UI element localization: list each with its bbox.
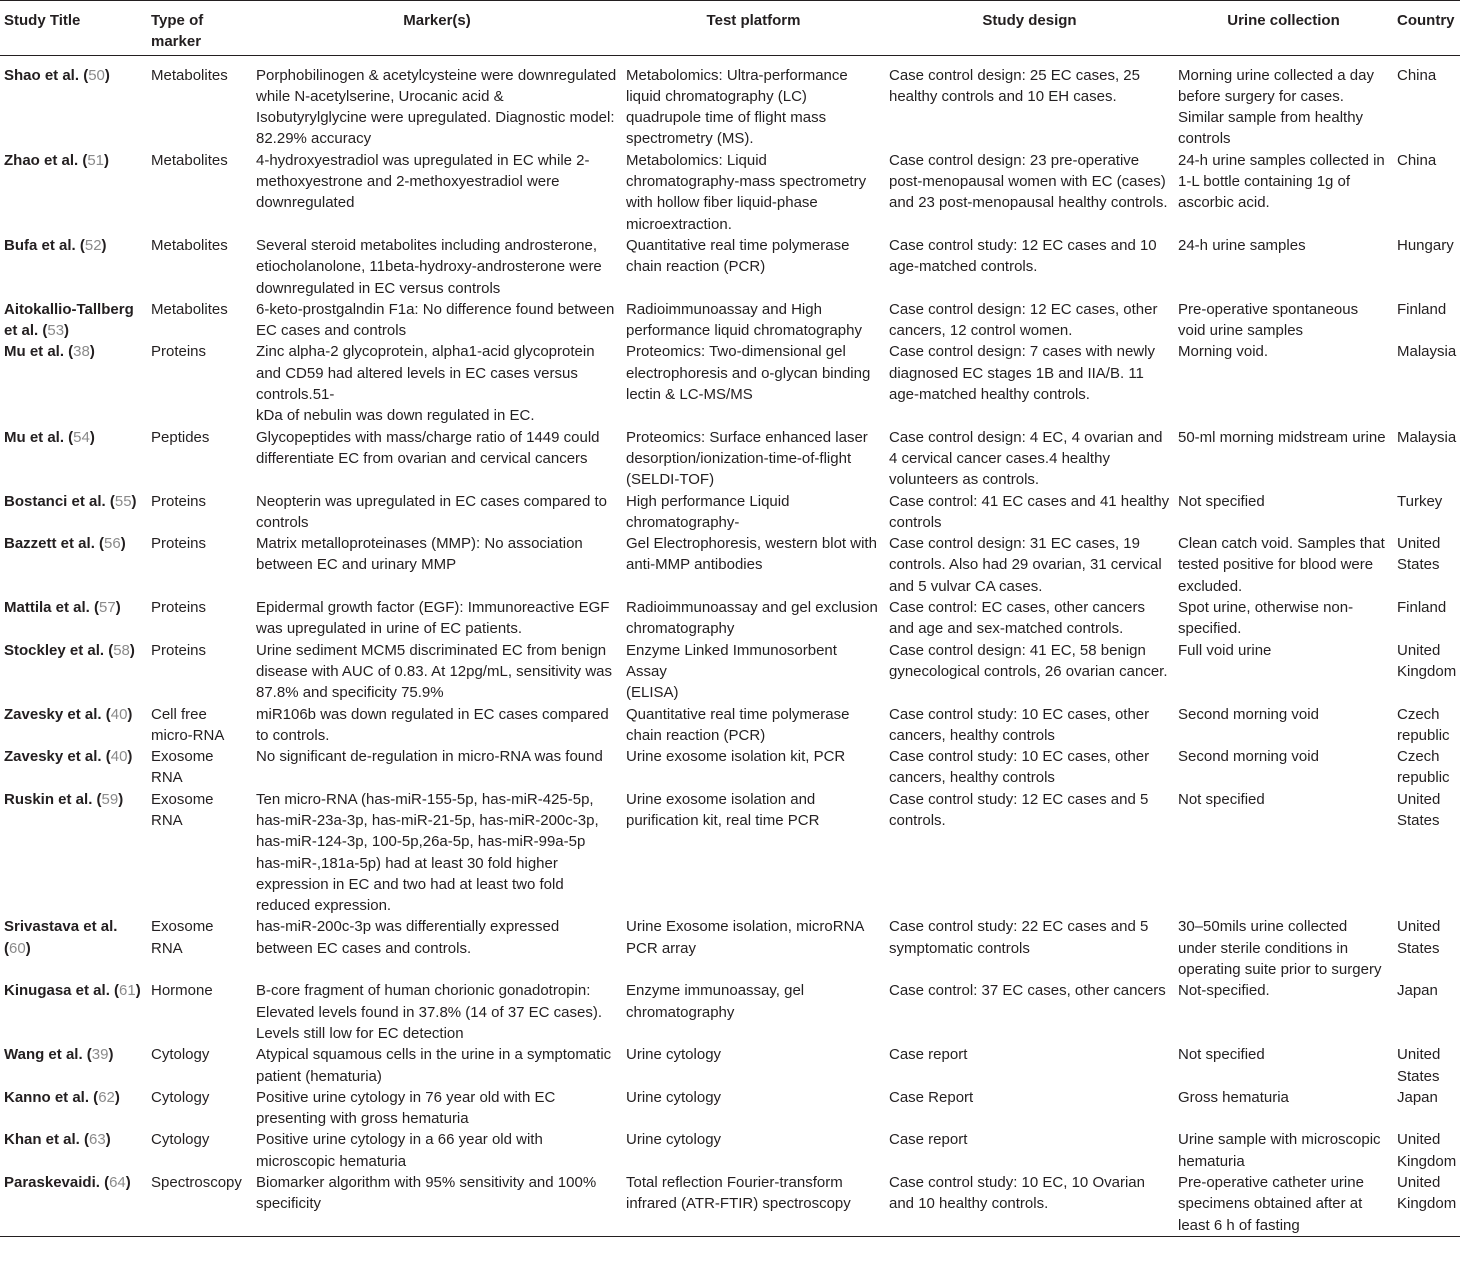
cell-study-title (0, 980, 147, 1044)
platform-text: Radioimmunoassay and gel exclusion chromatography (626, 599, 878, 638)
author-text: Stockley et al. ( (4, 641, 114, 659)
cell-country: United States (1397, 918, 1441, 957)
cell-country: Finland (1397, 599, 1447, 617)
cell-markers (252, 533, 622, 597)
cell-country: Czech republic (1397, 705, 1450, 744)
cell-country: United States (1397, 535, 1441, 574)
cell-country: Japan (1397, 1088, 1438, 1106)
cell-markers (252, 980, 622, 1044)
table-row (0, 427, 1460, 491)
col-header-type-of-marker: Type of marker (151, 12, 204, 51)
marker-text: has-miR-200c-3p was differentially expressed between EC cases and controls. (256, 918, 560, 957)
cell-test-platform (622, 704, 885, 747)
table-row (0, 597, 1460, 640)
cell-country: United States (1397, 790, 1441, 829)
cell-study-title (0, 916, 147, 980)
marker-text: Neopterin was upregulated in EC cases compared to controls (256, 492, 608, 531)
author-text: Mu et al. ( (4, 428, 74, 446)
table-row (0, 299, 1460, 342)
col-header-urine-collection: Urine collection (1227, 12, 1340, 29)
cell-type-of-marker: Proteins (151, 535, 207, 553)
cell-study-design: Case control design: 12 EC cases, other cancers, 12 control women. (889, 300, 1158, 340)
author-close: ) (25, 939, 31, 957)
reference-link[interactable]: 55 (114, 492, 132, 510)
cell-test-platform (622, 980, 885, 1044)
table-row (0, 491, 1460, 534)
marker-text: Ten micro-RNA (has-miR-155-5p, has-miR-425-5p, has-miR-23a-3p, has-miR-21-5p, has-miR-200c-3p, has-miR-124-3p, 100-5p,26a-5p, has-miR-99a-5p has-miR-,181a-5p) had at least 30 fold higher expression in EC and two had at least two fold reduced expression. (256, 790, 599, 915)
table-row (0, 55, 1460, 150)
cell-type-of-marker: Exosome RNA (151, 790, 214, 829)
cell-type-of-marker: Peptides (151, 428, 210, 446)
cell-study-design: Case control design: 7 cases with newly diagnosed EC stages 1B and IIA/B. 11 age-matched healthy controls. (889, 343, 1155, 404)
author-close: ) (104, 66, 110, 84)
reference-link[interactable]: 64 (109, 1174, 126, 1192)
author-text: Shao et al. ( (4, 66, 89, 84)
cell-test-platform (622, 1172, 885, 1236)
cell-study-title (0, 427, 147, 491)
marker-text: Glycopeptides with mass/charge ratio of 1449 could differentiate EC from ovarian and cervical cancers (256, 428, 600, 467)
cell-study-design: Case control study: 12 EC cases and 5 controls. (889, 790, 1149, 829)
marker-text: miR106b was down regulated in EC cases compared to controls. (256, 705, 609, 744)
cell-study-design: Case control study: 10 EC cases, other cancers, healthy controls (889, 705, 1150, 744)
cell-study-design: Case control study: 12 EC cases and 10 age-matched controls. (889, 236, 1157, 276)
cell-urine-collection: Clean catch void. Samples that tested positive for blood were excluded. (1178, 535, 1385, 595)
cell-test-platform (622, 1129, 885, 1172)
cell-markers (252, 341, 622, 426)
platform-text: Enzyme Linked Immunosorbent Assay (626, 641, 837, 680)
cell-markers (252, 55, 622, 150)
author-close: ) (101, 236, 107, 254)
table-body (0, 55, 1460, 1236)
cell-urine-collection: Gross hematuria (1178, 1088, 1289, 1106)
author-text: Khan et al. ( (4, 1131, 90, 1149)
cell-test-platform (622, 55, 885, 150)
cell-type-of-marker: Exosome RNA (151, 918, 214, 957)
cell-test-platform (622, 789, 885, 917)
cell-urine-collection: Not specified (1178, 492, 1265, 510)
cell-study-title (0, 640, 147, 704)
table-row (0, 533, 1460, 597)
cell-study-title (0, 491, 147, 534)
cell-country: China (1397, 151, 1437, 169)
cell-markers (252, 640, 622, 704)
marker-text: Epidermal growth factor (EGF): Immunoreactive EGF was upregulated in urine of EC patients. (256, 599, 610, 638)
col-header-study-design: Study design (982, 12, 1077, 29)
cell-study-design: Case control study: 22 EC cases and 5 symptomatic controls (889, 918, 1149, 957)
platform-text: Urine exosome isolation and purification kit, real time PCR (626, 790, 820, 829)
marker-text: Urine sediment MCM5 discriminated EC from benign disease with AUC of 0.83. At 12pg/mL, sensitivity was 87.8% and specificity 75.9% (256, 641, 613, 702)
cell-urine-collection: 24-h urine samples collected in 1-L bottle containing 1g of ascorbic acid. (1178, 151, 1385, 212)
author-text: Wang et al. ( (4, 1046, 92, 1064)
platform-text: Radioimmunoassay and High performance liquid chromatography (626, 300, 862, 340)
reference-link[interactable]: 50 (88, 66, 105, 84)
table-row (0, 235, 1460, 299)
cell-country: Japan (1397, 982, 1438, 1000)
author-close: ) (127, 705, 133, 723)
cell-study-title (0, 1129, 147, 1172)
reference-link[interactable]: 39 (91, 1046, 109, 1064)
platform-text: Proteomics: Two-dimensional gel electrophoresis and o-glycan binding lectin & LC-MS/MS (626, 343, 871, 404)
author-close: ) (89, 343, 95, 361)
cell-type-of-marker: Spectroscopy (151, 1174, 242, 1192)
author-text: Zhao et al. ( (4, 151, 88, 169)
cell-markers (252, 916, 622, 980)
col-header-test-platform: Test platform (706, 12, 801, 29)
author-text: Paraskevaidi. ( (4, 1174, 110, 1192)
marker-text: B-core fragment of human chorionic gonadotropin: Elevated levels found in 37.8% (14 of 37 EC cases). Levels still low for EC detection (256, 982, 603, 1042)
marker-text-continued: kDa of nebulin was down regulated in EC. (256, 407, 535, 425)
author-close: ) (135, 982, 141, 1000)
cell-type-of-marker: Metabolites (151, 151, 228, 169)
cell-markers (252, 491, 622, 534)
cell-country: Malaysia (1397, 428, 1457, 446)
author-text: Mu et al. ( (4, 343, 74, 361)
platform-text: Metabolomics: Liquid chromatography-mass spectrometry with hollow fiber liquid-phase microextraction. (626, 151, 867, 233)
platform-text: Urine cytology (626, 1088, 722, 1106)
cell-country: Czech republic (1397, 748, 1450, 787)
col-header-markers: Marker(s) (403, 12, 471, 29)
table-row (0, 1087, 1460, 1130)
cell-type-of-marker: Cell free micro-RNA (151, 705, 225, 744)
reference-link[interactable]: 40 (110, 748, 128, 766)
cell-type-of-marker: Metabolites (151, 300, 228, 318)
platform-text: Proteomics: Surface enhanced laser desorption/ionization-time-of-flight (SELDI-TOF) (626, 428, 868, 489)
author-text: Bazzett et al. ( (4, 535, 105, 553)
cell-test-platform (622, 746, 885, 789)
cell-study-title (0, 1044, 147, 1087)
cell-type-of-marker: Cytology (151, 1131, 210, 1149)
marker-text: Atypical squamous cells in the urine in a symptomatic patient (hematuria) (256, 1046, 612, 1085)
cell-urine-collection: Second morning void (1178, 705, 1319, 723)
cell-study-title (0, 746, 147, 789)
cell-urine-collection: 24-h urine samples (1178, 236, 1306, 254)
marker-text: Several steroid metabolites including androsterone, etiocholanolone, 11beta-hydroxy-androsterone were downregulated in EC versus controls (256, 236, 602, 297)
cell-type-of-marker: Proteins (151, 343, 207, 361)
col-header-country: Country (1397, 12, 1455, 29)
cell-type-of-marker: Metabolites (151, 66, 228, 84)
reference-link[interactable]: 61 (119, 982, 136, 1000)
author-close: ) (125, 1174, 131, 1192)
platform-text-continued: (ELISA) (626, 684, 679, 702)
cell-type-of-marker: Cytology (151, 1046, 210, 1064)
cell-test-platform (622, 341, 885, 426)
reference-link[interactable]: 56 (104, 535, 121, 553)
table-row (0, 980, 1460, 1044)
platform-text: Urine Exosome isolation, microRNA PCR array (626, 918, 864, 957)
cell-type-of-marker: Proteins (151, 599, 207, 617)
cell-country: United Kingdom (1397, 1131, 1457, 1170)
table-row (0, 341, 1460, 426)
cell-test-platform (622, 533, 885, 597)
author-text: Srivastava et al. ( (4, 918, 118, 957)
reference-link[interactable]: 59 (101, 790, 119, 808)
platform-text: Quantitative real time polymerase chain reaction (PCR) (626, 705, 850, 744)
reference-link[interactable]: 54 (73, 428, 90, 446)
platform-text: Metabolomics: Ultra-performance liquid chromatography (LC) quadrupole time of flight mass spectrometry (MS). (626, 66, 848, 148)
author-text: Zavesky et al. ( (4, 705, 111, 723)
cell-study-design: Case report (889, 1131, 968, 1149)
cell-urine-collection: Morning void. (1178, 343, 1269, 361)
cell-country: Turkey (1397, 492, 1443, 510)
cell-test-platform (622, 597, 885, 640)
cell-study-design: Case control: 37 EC cases, other cancers (889, 982, 1166, 1000)
marker-text: No significant de-regulation in micro-RNA was found (256, 748, 603, 766)
author-text: Bufa et al. ( (4, 236, 85, 254)
marker-text: 6-keto-prostgalndin F1a: No difference found between EC cases and controls (256, 300, 615, 340)
cell-urine-collection: 50-ml morning midstream urine (1178, 428, 1386, 446)
cell-study-title (0, 235, 147, 299)
reference-link[interactable]: 51 (87, 151, 105, 169)
cell-study-title (0, 150, 147, 235)
col-header-study-title: Study Title (4, 12, 81, 29)
platform-text: Total reflection Fourier-transform infrared (ATR-FTIR) spectroscopy (626, 1174, 851, 1213)
author-text: Ruskin et al. ( (4, 790, 102, 808)
author-close: ) (120, 535, 126, 553)
cell-test-platform (622, 491, 885, 534)
cell-urine-collection: Pre-operative spontaneous void urine samples (1178, 300, 1359, 340)
platform-text: Quantitative real time polymerase chain reaction (PCR) (626, 236, 850, 276)
marker-text: 4-hydroxyestradiol was upregulated in EC while 2-methoxyestrone and 2-methoxyestradiol were downregulated (256, 151, 590, 212)
cell-type-of-marker: Proteins (151, 641, 207, 659)
cell-markers (252, 150, 622, 235)
reference-link[interactable]: 58 (113, 641, 130, 659)
cell-urine-collection: Pre-operative catheter urine specimens obtained after at least 6 h of fasting (1178, 1174, 1364, 1234)
cell-markers (252, 1044, 622, 1087)
cell-type-of-marker: Cytology (151, 1088, 210, 1106)
marker-text: Biomarker algorithm with 95% sensitivity and 100% specificity (256, 1174, 597, 1213)
table-row (0, 150, 1460, 235)
author-close: ) (108, 1046, 114, 1064)
cell-type-of-marker: Metabolites (151, 236, 228, 254)
marker-text: Positive urine cytology in a 66 year old with microscopic hematuria (256, 1131, 543, 1170)
cell-study-design: Case control study: 10 EC cases, other cancers, healthy controls (889, 748, 1150, 787)
platform-text: Gel Electrophoresis, western blot with anti-MMP antibodies (626, 535, 877, 574)
cell-type-of-marker: Proteins (151, 492, 207, 510)
table-row (0, 1129, 1460, 1172)
cell-country: United Kingdom (1397, 641, 1457, 680)
cell-markers (252, 704, 622, 747)
cell-test-platform (622, 299, 885, 342)
author-close: ) (89, 428, 95, 446)
cell-study-title (0, 55, 147, 150)
cell-markers (252, 597, 622, 640)
reference-link[interactable]: 60 (9, 939, 26, 957)
reference-link[interactable]: 38 (73, 343, 90, 361)
cell-urine-collection: Second morning void (1178, 748, 1319, 766)
cell-country: Malaysia (1397, 343, 1457, 361)
marker-text: Positive urine cytology in 76 year old with EC presenting with gross hematuria (256, 1088, 556, 1128)
cell-urine-collection: Not-specified. (1178, 982, 1270, 1000)
cell-urine-collection: Full void urine (1178, 641, 1272, 659)
platform-text: Urine exosome isolation kit, PCR (626, 748, 846, 766)
cell-urine-collection: 30–50mils urine collected under sterile conditions in operating suite prior to surgery (1178, 918, 1382, 979)
reference-link[interactable]: 40 (110, 705, 128, 723)
table-row (0, 746, 1460, 789)
cell-study-design: Case control: EC cases, other cancers and age and sex-matched controls. (889, 599, 1145, 638)
cell-study-design: Case control: 41 EC cases and 41 healthy controls (889, 492, 1170, 531)
author-close: ) (104, 151, 110, 169)
reference-link[interactable]: 52 (84, 236, 102, 254)
cell-test-platform (622, 1087, 885, 1130)
header-row (0, 1, 1460, 56)
platform-text: Urine cytology (626, 1046, 722, 1064)
cell-country: China (1397, 66, 1437, 84)
table-row (0, 1044, 1460, 1087)
cell-urine-collection: Urine sample with microscopic hematuria (1178, 1131, 1381, 1170)
cell-study-design: Case Report (889, 1088, 974, 1106)
cell-urine-collection: Not specified (1178, 790, 1265, 808)
author-close: ) (64, 322, 70, 340)
cell-country: United Kingdom (1397, 1174, 1457, 1213)
cell-study-title (0, 533, 147, 597)
cell-study-design: Case control design: 31 EC cases, 19 controls. Also had 29 ovarian, 31 cervical and 5 vulvar CA cases. (889, 535, 1162, 595)
cell-study-title (0, 1172, 147, 1236)
cell-study-title (0, 299, 147, 342)
table-row (0, 916, 1460, 980)
cell-test-platform (622, 1044, 885, 1087)
cell-markers (252, 1172, 622, 1236)
cell-markers (252, 1129, 622, 1172)
reference-link[interactable]: 62 (98, 1088, 115, 1106)
marker-text: Porphobilinogen & acetylcysteine were downregulated while N-acetylserine, Urocanic acid & Isobutyrylglycine were upregulated. Diagnostic model: 82.29% accuracy (256, 66, 617, 148)
cell-study-title (0, 341, 147, 426)
reference-link[interactable]: 53 (47, 322, 65, 340)
author-close: ) (114, 1088, 120, 1106)
reference-link[interactable]: 57 (99, 599, 116, 617)
cell-markers (252, 746, 622, 789)
cell-study-design: Case control design: 23 pre-operative post-menopausal women with EC (cases) and 23 post-menopausal healthy controls. (889, 151, 1168, 212)
cell-study-design: Case control design: 25 EC cases, 25 healthy controls and 10 EH cases. (889, 66, 1140, 105)
cell-test-platform (622, 916, 885, 980)
platform-text: Enzyme immunoassay, gel chromatography (626, 982, 805, 1021)
cell-urine-collection: Morning urine collected a day before surgery for cases. Similar sample from healthy controls (1178, 66, 1374, 148)
reference-link[interactable]: 63 (89, 1131, 106, 1149)
cell-type-of-marker: Hormone (151, 982, 213, 1000)
cell-markers (252, 235, 622, 299)
author-close: ) (131, 492, 137, 510)
cell-urine-collection: Not specified (1178, 1046, 1265, 1064)
cell-test-platform (622, 427, 885, 491)
author-close: ) (118, 790, 124, 808)
author-close: ) (127, 748, 133, 766)
cell-markers (252, 299, 622, 342)
cell-study-design: Case report (889, 1046, 968, 1064)
cell-country: United States (1397, 1046, 1441, 1085)
cell-study-title (0, 597, 147, 640)
author-text: Aitokallio-Tallberg et al. ( (4, 300, 134, 340)
cell-test-platform (622, 150, 885, 235)
author-close: ) (115, 599, 121, 617)
cell-urine-collection: Spot urine, otherwise non-specified. (1178, 599, 1354, 638)
table-row (0, 789, 1460, 917)
cell-country: Hungary (1397, 236, 1454, 254)
cell-test-platform (622, 235, 885, 299)
cell-markers (252, 789, 622, 917)
cell-study-title (0, 1087, 147, 1130)
marker-text: Matrix metalloproteinases (MMP): No association between EC and urinary MMP (256, 535, 583, 574)
cell-study-design: Case control study: 10 EC, 10 Ovarian and 10 healthy controls. (889, 1174, 1145, 1213)
author-close: ) (105, 1131, 111, 1149)
cell-markers (252, 427, 622, 491)
cell-study-design: Case control design: 41 EC, 58 benign gynecological controls, 26 ovarian cancer. (889, 641, 1168, 680)
author-text: Kanno et al. ( (4, 1088, 99, 1106)
cell-markers (252, 1087, 622, 1130)
author-text: Zavesky et al. ( (4, 748, 111, 766)
platform-text: Urine cytology (626, 1131, 722, 1149)
author-text: Kinugasa et al. ( (4, 982, 120, 1000)
author-close: ) (129, 641, 135, 659)
table-row (0, 1172, 1460, 1236)
author-text: Bostanci et al. ( (4, 492, 115, 510)
platform-text: High performance Liquid chromatography- (626, 492, 790, 531)
cell-study-title (0, 704, 147, 747)
cell-type-of-marker: Exosome RNA (151, 748, 214, 787)
cell-test-platform (622, 640, 885, 704)
table-row (0, 640, 1460, 704)
cell-study-design: Case control design: 4 EC, 4 ovarian and 4 cervical cancer cases.4 healthy volunteers as controls. (889, 428, 1163, 489)
cell-study-title (0, 789, 147, 917)
cell-country: Finland (1397, 300, 1447, 318)
marker-text: Zinc alpha-2 glycoprotein, alpha1-acid glycoprotein and CD59 had altered levels in EC cases versus controls.51- (256, 343, 595, 404)
author-text: Mattila et al. ( (4, 599, 100, 617)
table-row (0, 704, 1460, 747)
